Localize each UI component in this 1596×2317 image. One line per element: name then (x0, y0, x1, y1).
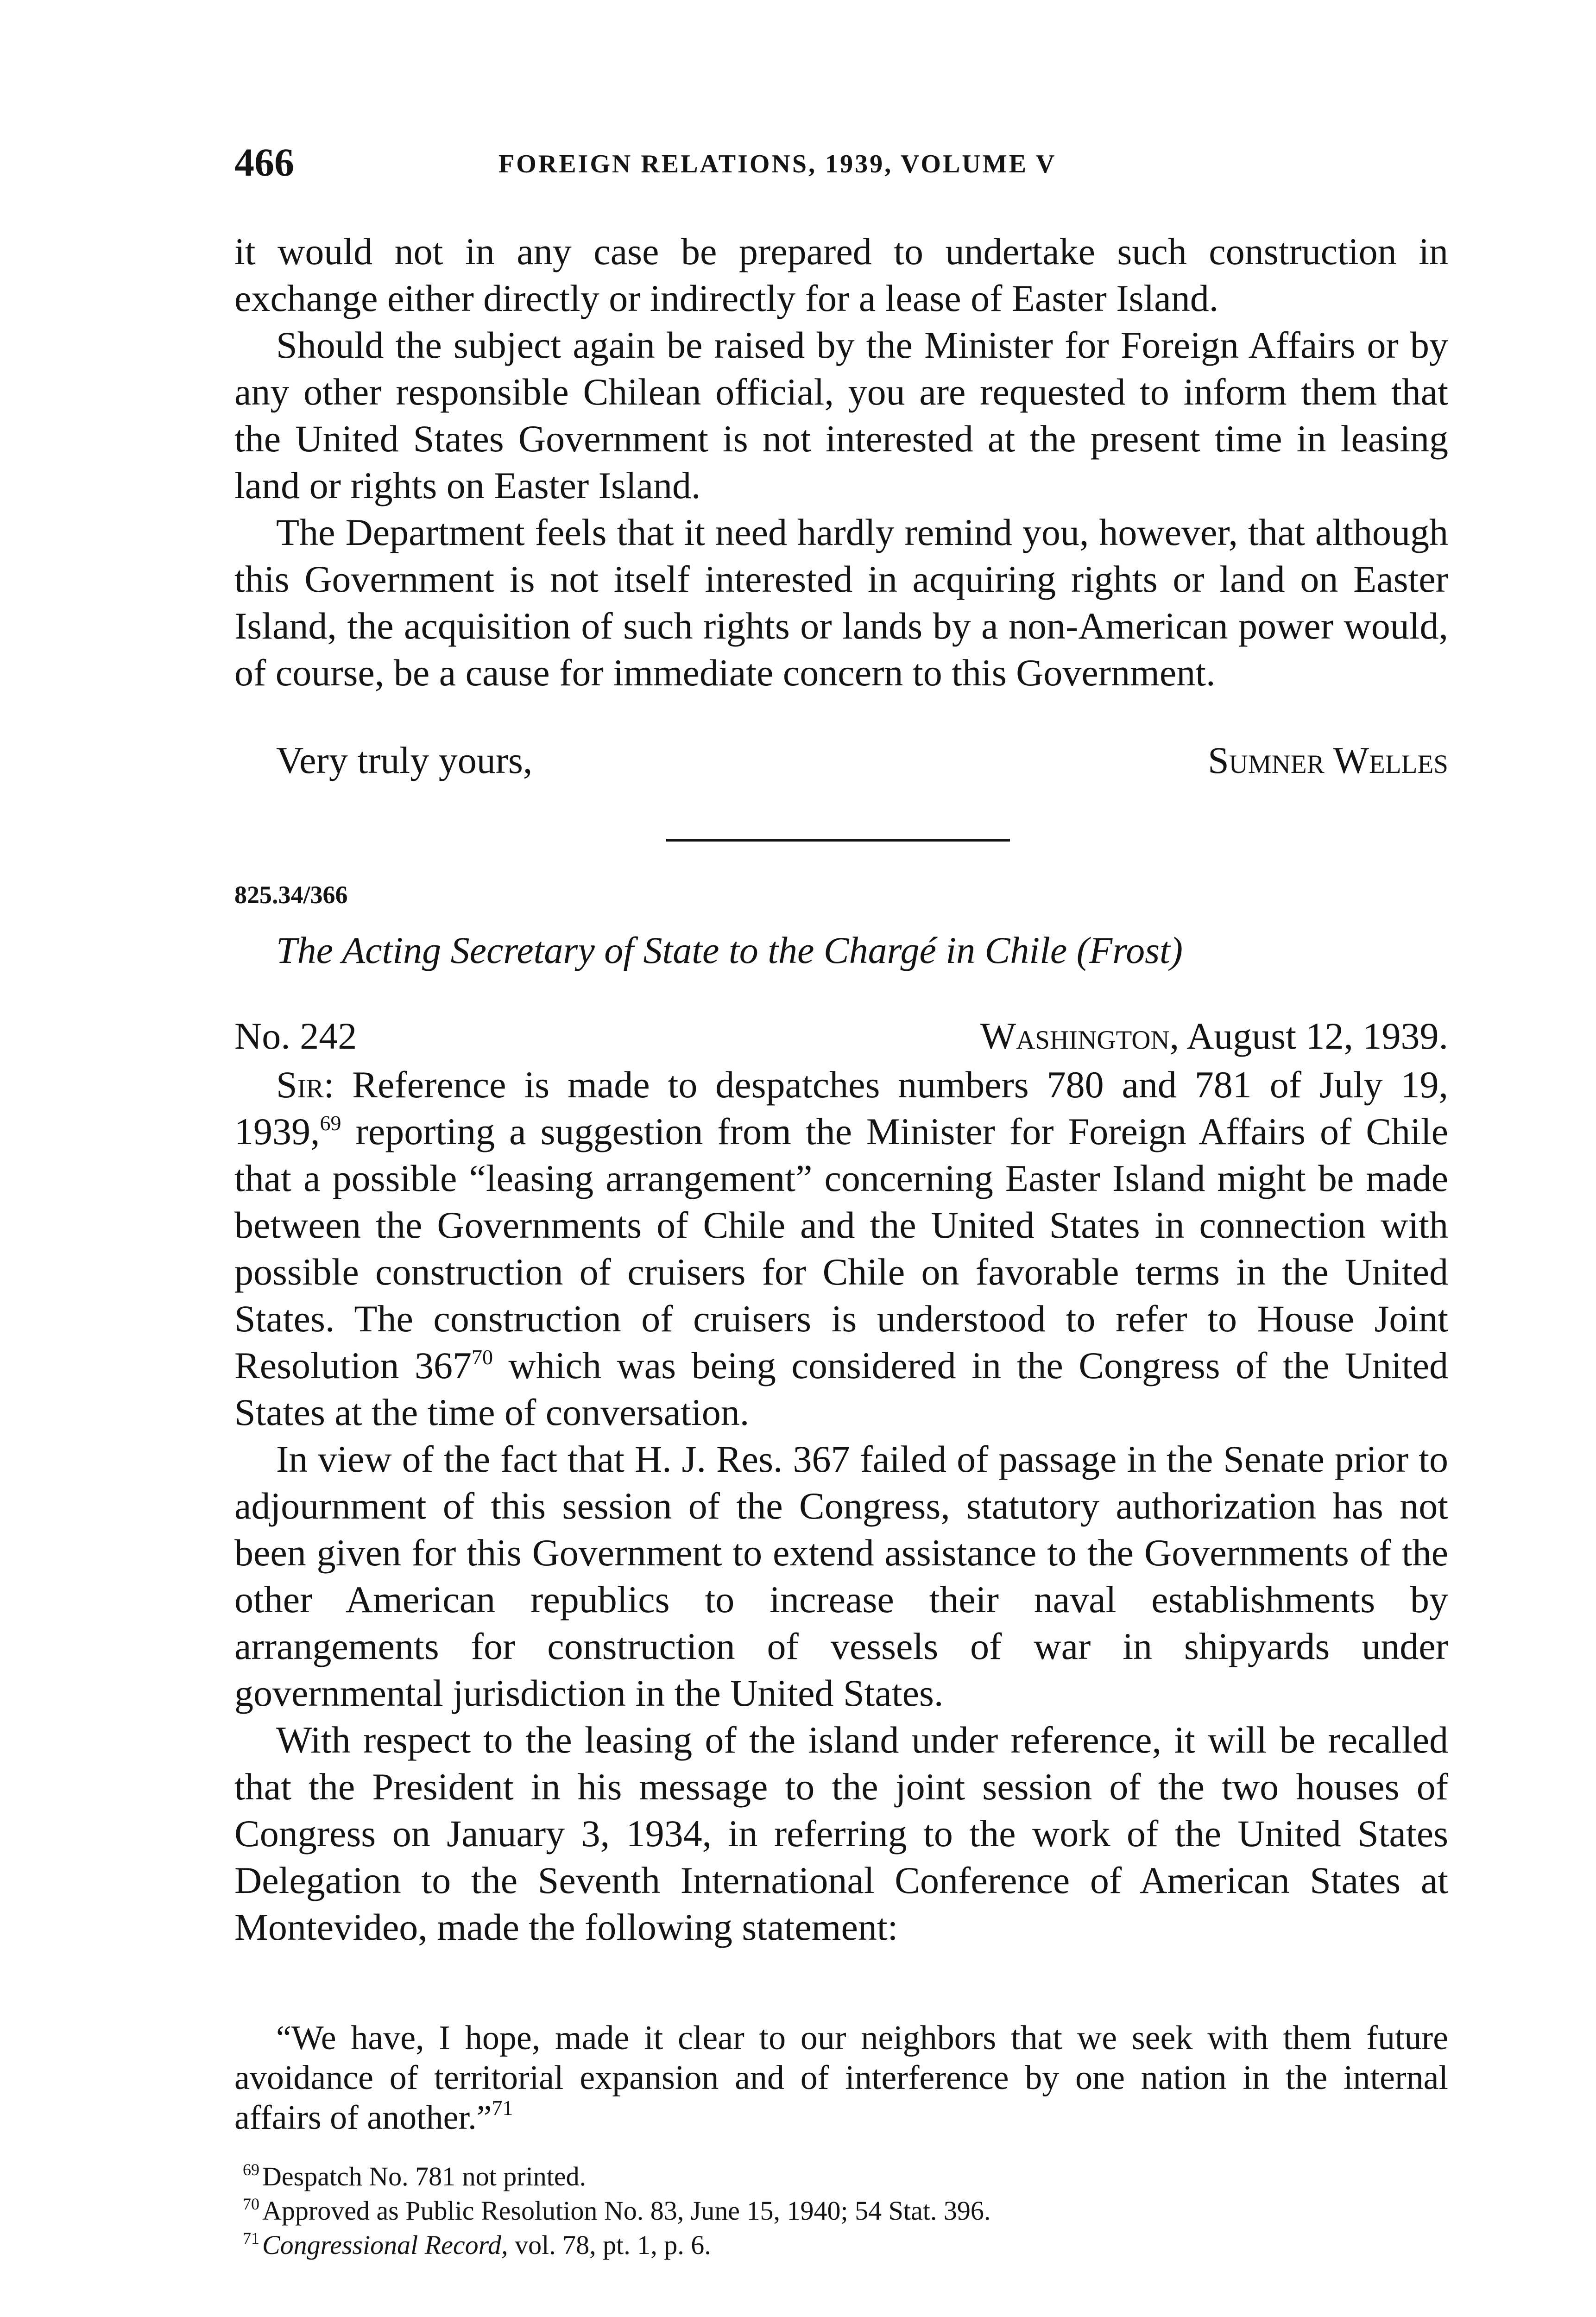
salutation: Sir: (276, 1064, 334, 1106)
footnote-ref[interactable]: 71 (492, 2096, 513, 2120)
paragraph: With respect to the leasing of the island under reference, it will be recalled that the President in his message to the joint session of the two houses of Congress on January 3, 1934, in referring to the work of the United States Delegation to the Seventh International Conference of American States at Montevideo, made the following statement: (234, 1719, 1448, 1948)
file-number: 825.34/366 (234, 881, 348, 909)
paragraph-text: which was being considered in the Congress of the United States at the time of conversation. (234, 1344, 1449, 1433)
page-header (234, 139, 1448, 190)
complimentary-close: Very truly yours, (276, 739, 533, 781)
signature: Sumner Welles (1208, 739, 1448, 781)
footnote-source: Congressional Record, (262, 2230, 508, 2260)
paragraph: it would not in any case be prepared to undertake such construction in exchange either directly or indirectly for a lease of Easter Island. (234, 230, 1448, 319)
section-divider (666, 839, 1010, 842)
footnote-text: Despatch No. 781 not printed. (262, 2161, 587, 2191)
footnote-text: vol. 78, pt. 1, p. 6. (508, 2230, 711, 2260)
paragraph-text: reporting a suggestion from the Minister for Foreign Affairs of Chile that a possible “leasing arrangement” concerning Easter Island might be made between the Governments of Chile and the United States in connection with possible construction of cruisers for Chile on favorable terms in the United States. The construction of cruisers is understood to refer to House Joint Resolution 367 (234, 1110, 1448, 1386)
running-head: FOREIGN RELATIONS, 1939, VOLUME V (498, 150, 1057, 178)
date: , August 12, 1939. (1169, 1015, 1448, 1057)
paragraph: The Department feels that it need hardly remind you, however, that although this Government is not itself interested in acquiring rights or land on Easter Island, the acquisition of such rights or lands by a non-American power would, of course, be a cause for immediate concern to this Government. (234, 511, 1448, 694)
paragraph (234, 1061, 1448, 1436)
despatch-number: No. 242 (234, 1015, 357, 1057)
letter-two-body (234, 1061, 1448, 1950)
footnote-text: Approved as Public Resolution No. 83, June 15, 1940; 54 Stat. 396. (262, 2196, 991, 2226)
place-date (980, 1013, 1448, 1059)
footnote: 69 Despatch No. 781 not printed. (243, 2160, 587, 2191)
footnote: 71 Congressional Record, vol. 78, pt. 1, p. 6. (243, 2229, 711, 2260)
place: Washington (980, 1015, 1170, 1057)
document-title: The Acting Secretary of State to the Chargé in Chile (Frost) (276, 929, 1183, 971)
quote-text: “We have, I hope, made it clear to our neighbors that we seek with them future avoidance of territorial expansion and of interference by one nation in the internal affairs of another.” (234, 2019, 1448, 2137)
block-quote (234, 2018, 1448, 2138)
paragraph: In view of the fact that H. J. Res. 367 failed of passage in the Senate prior to adjournment of this session of the Congress, statutory authorization has not been given for this Government to extend assistance to the Governments of the other American republics to increase their naval establishments by arrangements for construction of vessels of war in shipyards under governmental jurisdiction in the United States. (234, 1438, 1448, 1714)
footnote: 70 Approved as Public Resolution No. 83, June 15, 1940; 54 Stat. 396. (243, 2195, 991, 2226)
page-number: 466 (234, 140, 294, 184)
paragraph: Should the subject again be raised by the Minister for Foreign Affairs or by any other responsible Chilean official, you are requested to inform them that the United States Government is not interested at the present time in leasing land or rights on Easter Island. (234, 324, 1448, 506)
letter-one-body (234, 228, 1448, 696)
footnote-ref[interactable]: 70 (471, 1345, 493, 1369)
footnotes (234, 2159, 1448, 2262)
paragraph-text: Reference is made to despatches numbers 780 and 781 of July 19, 1939, (234, 1064, 1448, 1152)
footnote-ref[interactable]: 69 (320, 1111, 341, 1135)
